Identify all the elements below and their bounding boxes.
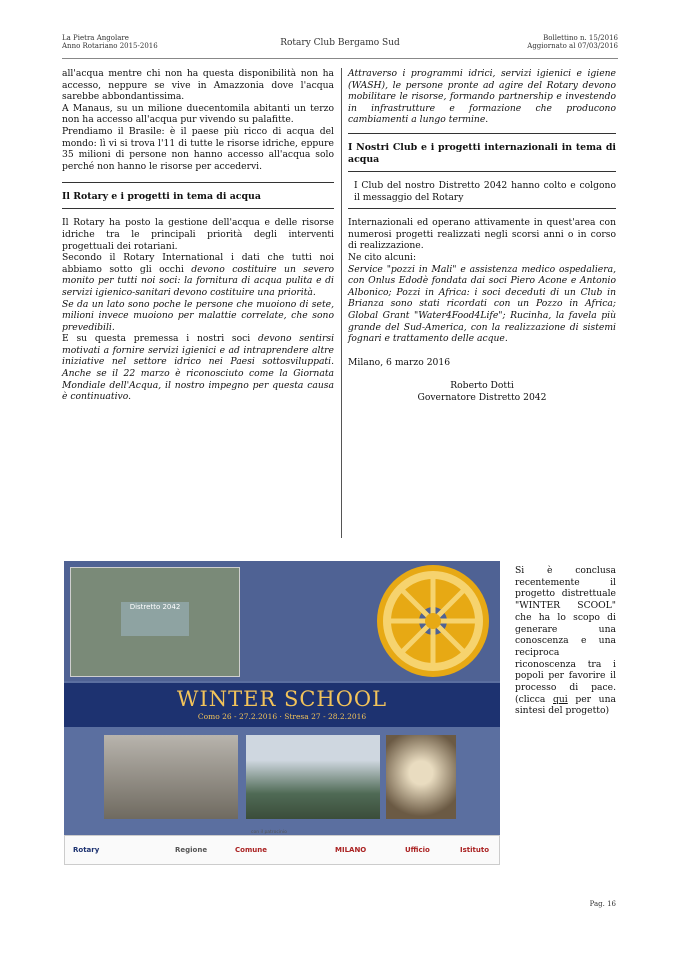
sponsor-strip: [64, 830, 500, 865]
signature-date: Milano, 6 marzo 2016: [348, 356, 451, 368]
paragraph-text: E su questa premessa i nostri soci: [62, 333, 259, 345]
paragraph: I Club del nostro Distretto 2042 hanno colto e colgono il messaggio del Rotary: [354, 179, 616, 203]
sponsor-logo: Rotary: [73, 846, 100, 854]
paragraph-emphasis: devono sentirsi motivati a fornire servizi igienici e ad intraprendere altre iniziative nel settore idrico nei Paesi sottosviluppati. Anche se il 22 marzo è riconosciuto come la Giornata Mondiale dell'Acqua, il nostro impegno per questa causa è continuativo.: [62, 333, 335, 403]
poster-title: WINTER SCHOOL: [176, 687, 388, 711]
framed-caption: Distretto 2042: [121, 602, 189, 636]
bulletin-date: Aggiornato al 07/03/2016: [527, 42, 618, 50]
paragraph: Prendiamo il Brasile: è il paese più ricco di acqua del mondo: lì vi si trova l'11 di tutte le risorse idriche, eppure 35 milioni di persone non hanno accesso all'acqua solo perché non hanno le risorse per accedervi.: [62, 125, 334, 172]
paragraph-text: Secondo il Rotary International i dati che tutti noi abbiamo sotto gli occhi: [62, 252, 334, 275]
sponsor-logo: Comune: [235, 846, 267, 854]
caption-text: Si è conclusa recentemente il progetto distrettuale "WINTER SCOOL" che ha lo scopo di generare una conoscenza e una reciproca riconoscenza tra i popoli per favorire il processo di pace. (clicca: [515, 565, 616, 705]
sponsor-label: con il patrocinio: [251, 830, 287, 835]
club-name: Rotary Club Bergamo Sud: [280, 38, 400, 48]
page-number: Pag. 16: [589, 900, 616, 908]
rotary-year: Anno Rotariano 2015-2016: [62, 42, 158, 50]
winter-school-caption: [515, 565, 616, 717]
section-heading: Il Rotary e i progetti in tema di acqua: [62, 191, 261, 203]
rotary-wheel-icon: [377, 565, 489, 677]
poster-photo-lake: [246, 735, 380, 819]
paragraph: Ne cito alcuni:: [348, 251, 417, 263]
sponsor-logo: Istituto: [460, 846, 490, 854]
paragraph: Se da un lato sono poche le persone che muoiono di sete, milioni invece muoiono per malattie correlate, che sono prevedibili.: [62, 298, 334, 333]
section-rule: [62, 208, 334, 209]
caption-text: per una sintesi del progetto): [515, 693, 616, 717]
poster-title-band: [64, 683, 500, 727]
sponsor-logo: MILANO: [335, 846, 367, 854]
paragraph: [62, 333, 334, 403]
paragraph: all'acqua mentre chi non ha questa disponibilità non ha accesso, neppure se vive in Amazzonia dove l'acqua sarebbe abbondantissima.: [62, 68, 334, 103]
paragraph-emphasis: devono costituire un severo monito per tutti noi soci: la fornitura di acqua pulita e di servizi igienico-sanitari devono costituire una priorità.: [62, 263, 335, 298]
signature-name: Roberto Dotti: [450, 380, 514, 392]
header-right: [527, 34, 618, 50]
project-summary-link[interactable]: qui: [553, 693, 568, 705]
poster-dates: Como 26 - 27.2.2016 · Stresa 27 - 28.2.2016: [197, 712, 367, 721]
section-rule: [62, 182, 334, 183]
paragraph: Attraverso i programmi idrici, servizi igienici e igiene (WASH), le persone pronte ad agire del Rotary devono mobilitare le risorse, formando partnership e investendo in infrastrutture e formazione che producono cambiamenti a lungo termine.: [348, 68, 616, 126]
column-divider: [341, 68, 342, 538]
right-column: [348, 68, 616, 403]
left-column: [62, 68, 334, 403]
paragraph: [62, 252, 334, 298]
poster-photo-portrait: [386, 735, 456, 819]
section-rule: [348, 208, 616, 209]
paragraph: Il Rotary ha posto la gestione dell'acqua e delle risorse idriche tra le principali priorità degli interventi progettuali dei rotariani.: [62, 217, 334, 252]
sponsor-logo: Ufficio: [405, 846, 430, 854]
sponsor-logo: Regione: [175, 846, 208, 854]
section-rule: [348, 133, 616, 134]
signature-role: Governatore Distretto 2042: [417, 391, 547, 403]
publication-name: La Pietra Angolare: [62, 34, 129, 42]
paragraph: Service "pozzi in Mali" e assistenza medico ospedaliera, con Onlus Edodè fondata dai soci Piero Acone e Antonio Albonico; Pozzi in Africa: i soci deceduti di un Club in Brianza sono stati ricordati con un Pozzo in Africa; Global Grant "Water4Food4Life"; Rucinha, la favela più grande del Sud-America, con la realizzazione di sistemi fognari e trattamento delle acque.: [348, 263, 616, 345]
poster-framed-image: [70, 567, 240, 677]
header-rule: [62, 58, 618, 59]
paragraph: Internazionali ed operano attivamente in quest'area con numerosi progetti realizzati negli scorsi anni o in corso di realizzazione.: [348, 217, 616, 252]
bulletin-number: Bollettino n. 15/2016: [543, 34, 618, 42]
page-header: [62, 34, 618, 58]
winter-school-poster[interactable]: [64, 561, 500, 835]
section-rule: [348, 171, 616, 172]
poster-top: [64, 561, 500, 681]
section-heading: I Nostri Club e i progetti internazionali in tema di acqua: [348, 141, 616, 165]
paragraph: A Manaus, su un milione duecentomila abitanti un terzo non ha accesso all'acqua pur vivendo su palafitte.: [62, 102, 334, 126]
poster-photo-building: [104, 735, 238, 819]
